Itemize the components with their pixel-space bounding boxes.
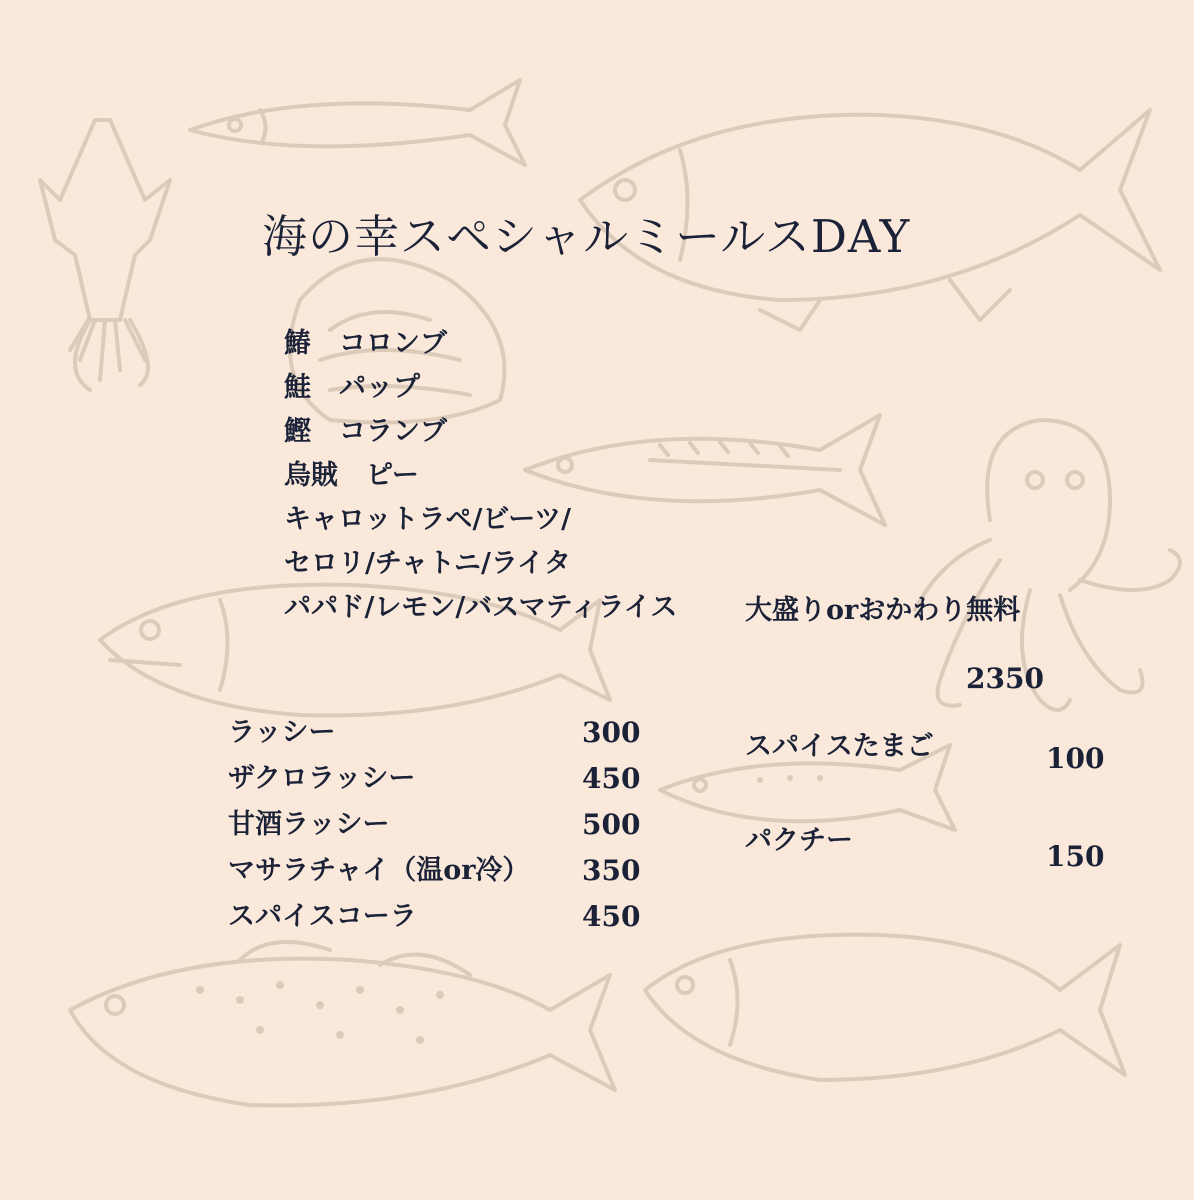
- drink-price: 500: [582, 808, 641, 841]
- meal-item: [284, 454, 677, 498]
- side-dishes-line: キャロットラペ/ビーツ/: [284, 504, 572, 535]
- page-title: 海の幸スペシャルミールスDAY: [262, 210, 911, 263]
- free-refill-note: 大盛りorおかわり無料: [745, 595, 1021, 626]
- topping-price: 100: [1046, 742, 1105, 775]
- meal-fish: 鮭: [284, 372, 311, 403]
- meal-style: コロンブ: [339, 328, 447, 359]
- drink-name: ラッシー: [228, 717, 336, 748]
- meal-fish: 烏賊: [284, 460, 338, 491]
- meal-item: [284, 366, 677, 410]
- drink-name: スパイスコーラ: [228, 901, 417, 932]
- side-dishes-line: パパド/レモン/バスマティライス: [284, 592, 678, 623]
- drink-item: [228, 804, 641, 850]
- drink-price: 350: [582, 854, 641, 887]
- topping-price: 150: [1046, 840, 1105, 873]
- meal-style: パップ: [339, 372, 420, 403]
- meal-item: [284, 322, 677, 366]
- topping-name: スパイスたまご: [745, 731, 934, 762]
- drink-item: [228, 896, 641, 942]
- drink-item: [228, 758, 641, 804]
- meal-fish: 鰹: [284, 416, 311, 447]
- drink-item: [228, 712, 641, 758]
- squid-illustration: [40, 120, 170, 390]
- meal-style: ピー: [366, 460, 419, 491]
- drinks-list: [228, 712, 641, 942]
- drink-name: ザクロラッシー: [228, 763, 416, 794]
- meal-item: [284, 410, 677, 454]
- drink-name: 甘酒ラッシー: [228, 809, 390, 840]
- topping-name: パクチー: [745, 825, 853, 856]
- drink-price: 450: [582, 762, 641, 795]
- drink-item: [228, 850, 641, 896]
- drink-price: 300: [582, 716, 641, 749]
- cod-illustration: [70, 942, 615, 1105]
- side-dishes-line: セロリ/チャトニ/ライタ: [284, 548, 572, 579]
- meals-price: 2350: [966, 662, 1044, 695]
- meal-style: コランブ: [339, 416, 447, 447]
- drink-name: マサラチャイ（温or冷）: [228, 855, 530, 886]
- meal-fish: 鰆: [284, 328, 311, 359]
- mackerel-illustration: [190, 80, 525, 165]
- yellowtail-illustration: [645, 935, 1125, 1080]
- octopus-illustration: [915, 420, 1180, 710]
- meals-list: [284, 322, 677, 630]
- drink-price: 450: [582, 900, 641, 933]
